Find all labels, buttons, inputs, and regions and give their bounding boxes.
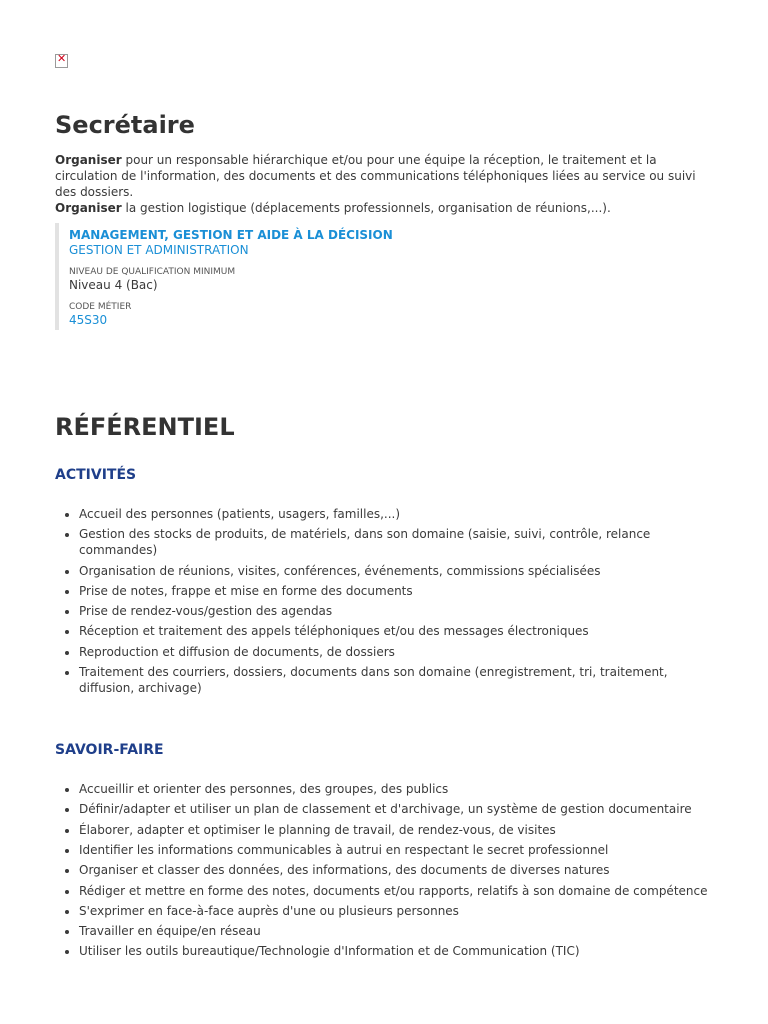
broken-image-glyph: ✕	[57, 52, 67, 65]
job-info-box	[55, 223, 715, 330]
savoir-faire-heading: SAVOIR-FAIRE	[55, 742, 164, 759]
intro-line1-text: pour un responsable hiérarchique et/ou pour une équipe la réception, le traitement et la circulation de l'information, des documents et des communications téléphoniques liées au service ou suivi des dossiers.	[55, 153, 696, 199]
list-item: • Organiser et classer des données, des informations, des documents de diverses natures	[79, 862, 715, 878]
list-item: • Reproduction et diffusion de documents, de dossiers	[79, 644, 715, 660]
document-page	[55, 54, 715, 964]
code-label: CODE MÉTIER	[69, 302, 132, 312]
list-item: • Organisation de réunions, visites, conférences, événements, commissions spécialisées	[79, 563, 715, 579]
page-title: Secrétaire	[55, 111, 195, 139]
code-value-link[interactable]: 45S30	[69, 313, 108, 327]
intro-line1-bold: Organiser	[55, 153, 122, 167]
domain-link[interactable]: MANAGEMENT, GESTION ET AIDE À LA DÉCISION	[69, 228, 393, 242]
list-item: • Accueillir et orienter des personnes, des groupes, des publics	[79, 781, 715, 797]
list-item: • Prise de notes, frappe et mise en forme des documents	[79, 583, 715, 599]
list-item: • S'exprimer en face-à-face auprès d'une ou plusieurs personnes	[79, 903, 715, 919]
referentiel-heading: RÉFÉRENTIEL	[55, 413, 235, 441]
list-item: • Définir/adapter et utiliser un plan de classement et d'archivage, un système de gestion documentaire	[79, 801, 715, 817]
list-item: • Élaborer, adapter et optimiser le planning de travail, de rendez-vous, de visites	[79, 822, 715, 838]
list-item: • Utiliser les outils bureautique/Technologie d'Information et de Communication (TIC)	[79, 943, 715, 959]
activites-heading: ACTIVITÉS	[55, 467, 137, 483]
list-item: • Prise de rendez-vous/gestion des agendas	[79, 603, 715, 619]
list-item: • Accueil des personnes (patients, usagers, familles,...)	[79, 506, 715, 522]
intro-line2-bold: Organiser	[55, 201, 122, 215]
list-item: • Traitement des courriers, dossiers, documents dans son domaine (enregistrement, tri, traitement, diffusion, archivage)	[79, 664, 715, 696]
activites-list	[55, 506, 715, 696]
subdomain-link[interactable]: GESTION ET ADMINISTRATION	[69, 243, 249, 257]
savoir-faire-list	[55, 781, 715, 959]
broken-image-icon	[55, 54, 68, 68]
list-item: • Gestion des stocks de produits, de matériels, dans son domaine (saisie, suivi, contrôle, relance commandes)	[79, 526, 715, 558]
list-item: • Rédiger et mettre en forme des notes, documents et/ou rapports, relatifs à son domaine de compétence	[79, 883, 715, 899]
list-item: • Identifier les informations communicables à autrui en respectant le secret professionnel	[79, 842, 715, 858]
list-item: • Réception et traitement des appels téléphoniques et/ou des messages électroniques	[79, 623, 715, 639]
intro-line2-text: la gestion logistique (déplacements professionnels, organisation de réunions,...).	[121, 201, 611, 215]
list-item: • Travailler en équipe/en réseau	[79, 923, 715, 939]
job-description	[55, 152, 715, 216]
qualification-label: NIVEAU DE QUALIFICATION MINIMUM	[69, 267, 236, 277]
qualification-value: Niveau 4 (Bac)	[69, 278, 158, 292]
